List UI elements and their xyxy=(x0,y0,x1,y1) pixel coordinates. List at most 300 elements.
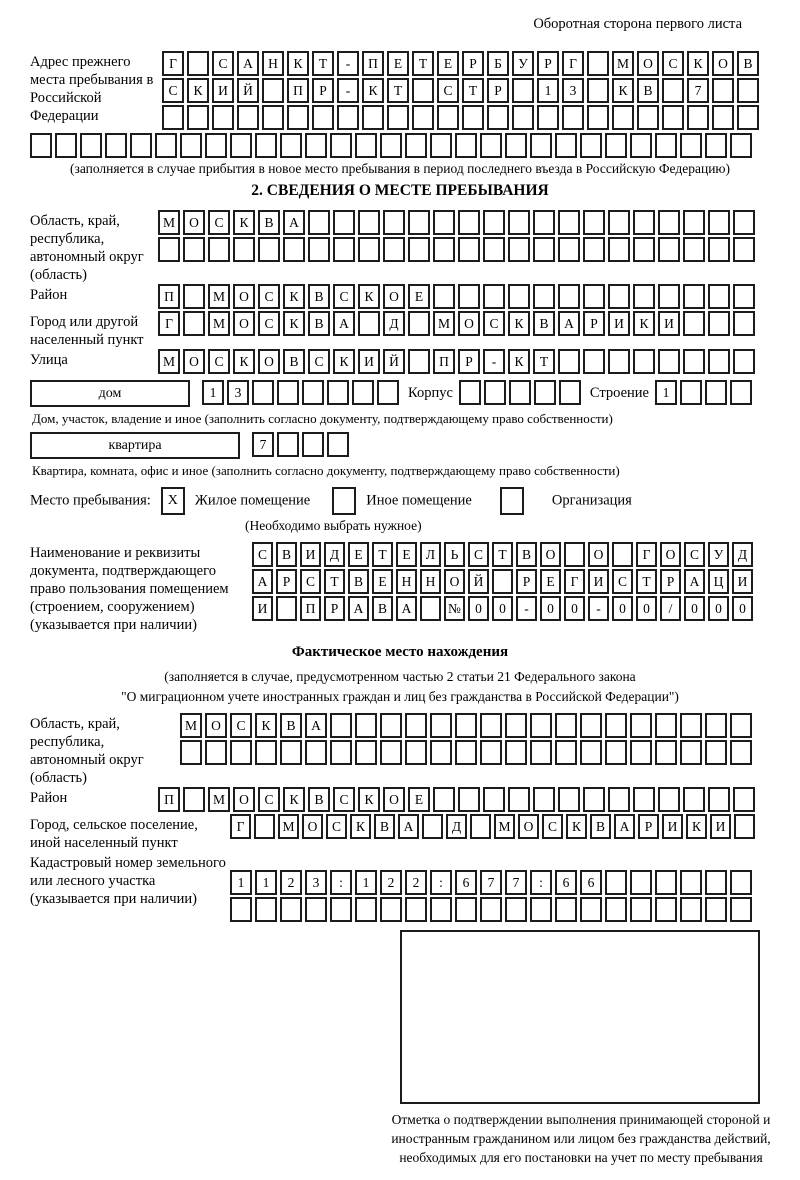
char-cell xyxy=(80,133,102,158)
char-cell xyxy=(505,133,527,158)
char-cell: Д xyxy=(324,542,345,567)
char-cell xyxy=(480,133,502,158)
char-cell: Е xyxy=(372,569,393,594)
char-cell: О xyxy=(712,51,734,76)
char-cell: Е xyxy=(396,542,417,567)
char-cell: В xyxy=(258,210,280,235)
char-cell xyxy=(408,237,430,262)
char-cell xyxy=(612,542,633,567)
char-cell: - xyxy=(337,78,359,103)
char-cell xyxy=(534,380,556,405)
char-cell xyxy=(730,133,752,158)
char-cell xyxy=(280,133,302,158)
char-cell: Т xyxy=(636,569,657,594)
char-cell xyxy=(483,787,505,812)
house-type-box: дом xyxy=(30,380,190,407)
char-cell xyxy=(287,105,309,130)
cadastral-block xyxy=(30,852,770,924)
char-cell: / xyxy=(660,596,681,621)
char-cell xyxy=(683,284,705,309)
char-cell xyxy=(358,210,380,235)
char-cell xyxy=(683,311,705,336)
city-block xyxy=(30,311,770,349)
char-cell xyxy=(205,740,227,765)
char-cell xyxy=(658,787,680,812)
char-cell: О xyxy=(444,569,465,594)
char-cell: 7 xyxy=(252,432,274,457)
city-label: Город или другой населенный пункт xyxy=(30,314,144,348)
fact-district-label: Район xyxy=(30,790,68,806)
char-cell: С xyxy=(612,569,633,594)
cadastral-row-1 xyxy=(230,870,755,895)
char-cell: А xyxy=(396,596,417,621)
char-cell xyxy=(687,105,709,130)
char-cell xyxy=(355,713,377,738)
char-cell xyxy=(308,210,330,235)
confirmation-stamp-caption: Отметка о подтверждении выполнения принимающей стороной и иностранным гражданином или лицом без гражданства действий, необходимых для его постановки на учет по месту пребывания xyxy=(391,1112,771,1165)
char-cell xyxy=(480,897,502,922)
char-cell xyxy=(455,897,477,922)
char-cell: Р xyxy=(660,569,681,594)
char-cell xyxy=(705,380,727,405)
char-cell xyxy=(683,237,705,262)
cadastral-row-2 xyxy=(230,897,755,922)
char-cell: 1 xyxy=(230,870,252,895)
char-cell xyxy=(630,870,652,895)
char-cell xyxy=(187,105,209,130)
char-cell: 7 xyxy=(480,870,502,895)
region-block xyxy=(30,210,770,284)
region-label: Область, край, республика, автономный округ (область) xyxy=(30,213,144,283)
char-cell: Р xyxy=(312,78,334,103)
char-cell xyxy=(555,713,577,738)
char-cell xyxy=(630,133,652,158)
char-cell: К xyxy=(508,311,530,336)
char-cell xyxy=(580,740,602,765)
char-cell xyxy=(305,740,327,765)
char-cell: П xyxy=(158,284,180,309)
char-cell xyxy=(355,740,377,765)
char-cell: 6 xyxy=(455,870,477,895)
char-cell xyxy=(605,713,627,738)
char-cell: 3 xyxy=(562,78,584,103)
char-cell xyxy=(612,105,634,130)
char-cell: 0 xyxy=(708,596,729,621)
char-cell xyxy=(683,787,705,812)
char-cell: В xyxy=(374,814,395,839)
char-cell xyxy=(708,210,730,235)
fact-region-row-2 xyxy=(180,740,755,765)
char-cell: О xyxy=(383,787,405,812)
char-cell: Н xyxy=(396,569,417,594)
char-cell xyxy=(705,897,727,922)
char-cell xyxy=(337,105,359,130)
char-cell: 3 xyxy=(227,380,249,405)
confirmation-stamp-box xyxy=(400,930,760,1104)
char-cell xyxy=(562,105,584,130)
char-cell xyxy=(362,105,384,130)
char-cell xyxy=(230,740,252,765)
char-cell: Г xyxy=(562,51,584,76)
char-cell: С xyxy=(542,814,563,839)
document-row-3 xyxy=(252,596,756,621)
district-label: Район xyxy=(30,287,68,303)
char-cell xyxy=(683,210,705,235)
char-cell xyxy=(483,284,505,309)
char-cell: Ь xyxy=(444,542,465,567)
char-cell: Р xyxy=(537,51,559,76)
stay-type-label: Место пребывания: xyxy=(30,492,151,509)
stay-type-option-other: Иное помещение xyxy=(366,492,472,509)
char-cell: С xyxy=(483,311,505,336)
char-cell: И xyxy=(588,569,609,594)
stay-type-checkbox-other xyxy=(332,487,356,515)
char-cell xyxy=(308,237,330,262)
char-cell xyxy=(302,380,324,405)
stay-type-option-residential: Жилое помещение xyxy=(194,492,311,509)
char-cell xyxy=(587,105,609,130)
char-cell xyxy=(505,713,527,738)
char-cell: О xyxy=(383,284,405,309)
char-cell xyxy=(708,237,730,262)
char-cell xyxy=(558,237,580,262)
char-cell xyxy=(459,380,481,405)
char-cell xyxy=(537,105,559,130)
char-cell xyxy=(712,105,734,130)
char-cell: А xyxy=(252,569,273,594)
char-cell xyxy=(683,349,705,374)
char-cell: С xyxy=(252,542,273,567)
region-cells xyxy=(158,210,758,264)
char-cell: Е xyxy=(348,542,369,567)
korpus-cells xyxy=(459,380,584,405)
street-row xyxy=(158,349,758,374)
char-cell xyxy=(512,105,534,130)
char-cell: О xyxy=(588,542,609,567)
char-cell xyxy=(483,237,505,262)
char-cell: О xyxy=(233,787,255,812)
fact-region-block xyxy=(30,713,770,787)
char-cell xyxy=(458,284,480,309)
char-cell: С xyxy=(300,569,321,594)
char-cell xyxy=(387,105,409,130)
char-cell: В xyxy=(280,713,302,738)
char-cell: О xyxy=(518,814,539,839)
char-cell xyxy=(705,740,727,765)
char-cell: С xyxy=(333,284,355,309)
char-cell xyxy=(533,787,555,812)
char-cell: К xyxy=(283,284,305,309)
char-cell: В xyxy=(516,542,537,567)
char-cell: С xyxy=(208,210,230,235)
char-cell xyxy=(405,133,427,158)
char-cell xyxy=(430,713,452,738)
char-cell xyxy=(258,237,280,262)
prev-address-note: (заполняется в случае прибытия в новое место пребывания в период последнего въезда в Российскую Федерацию) xyxy=(69,161,731,176)
char-cell xyxy=(533,237,555,262)
char-cell: К xyxy=(358,284,380,309)
char-cell: П xyxy=(362,51,384,76)
char-cell xyxy=(733,237,755,262)
char-cell: С xyxy=(212,51,234,76)
document-row-2 xyxy=(252,569,756,594)
char-cell xyxy=(412,105,434,130)
char-cell: 1 xyxy=(655,380,677,405)
char-cell: Д xyxy=(732,542,753,567)
char-cell: : xyxy=(330,870,352,895)
char-cell xyxy=(162,105,184,130)
house-block xyxy=(30,380,770,407)
char-cell xyxy=(377,380,399,405)
char-cell xyxy=(437,105,459,130)
char-cell: Т xyxy=(312,51,334,76)
char-cell: - xyxy=(337,51,359,76)
char-cell xyxy=(712,78,734,103)
char-cell xyxy=(330,740,352,765)
char-cell xyxy=(605,133,627,158)
char-cell: И xyxy=(358,349,380,374)
char-cell: Л xyxy=(420,542,441,567)
char-cell xyxy=(633,210,655,235)
char-cell xyxy=(708,311,730,336)
char-cell xyxy=(408,210,430,235)
char-cell xyxy=(420,596,441,621)
char-cell: Ц xyxy=(708,569,729,594)
char-cell: О xyxy=(205,713,227,738)
char-cell xyxy=(662,78,684,103)
char-cell: С xyxy=(662,51,684,76)
char-cell: М xyxy=(494,814,515,839)
char-cell xyxy=(405,897,427,922)
char-cell: М xyxy=(208,787,230,812)
char-cell: 0 xyxy=(732,596,753,621)
char-cell xyxy=(730,740,752,765)
char-cell: Е xyxy=(387,51,409,76)
char-cell xyxy=(559,380,581,405)
fact-city-block xyxy=(30,814,770,852)
char-cell xyxy=(277,432,299,457)
char-cell: Г xyxy=(158,311,180,336)
char-cell: : xyxy=(530,870,552,895)
char-cell xyxy=(458,787,480,812)
char-cell xyxy=(405,740,427,765)
char-cell: А xyxy=(398,814,419,839)
char-cell xyxy=(380,133,402,158)
char-cell xyxy=(708,349,730,374)
char-cell xyxy=(587,78,609,103)
char-cell xyxy=(276,596,297,621)
char-cell: 0 xyxy=(684,596,705,621)
char-cell xyxy=(352,380,374,405)
char-cell xyxy=(383,237,405,262)
char-cell xyxy=(680,870,702,895)
char-cell: О xyxy=(258,349,280,374)
char-cell xyxy=(230,133,252,158)
char-cell xyxy=(708,284,730,309)
char-cell: М xyxy=(158,210,180,235)
char-cell xyxy=(380,713,402,738)
stroenie-label: Строение xyxy=(589,385,649,401)
char-cell: О xyxy=(183,349,205,374)
char-cell: 0 xyxy=(540,596,561,621)
char-cell xyxy=(155,133,177,158)
char-cell xyxy=(737,78,759,103)
char-cell: К xyxy=(233,210,255,235)
char-cell xyxy=(55,133,77,158)
char-cell xyxy=(680,133,702,158)
char-cell xyxy=(733,284,755,309)
char-cell xyxy=(512,78,534,103)
char-cell: Т xyxy=(372,542,393,567)
char-cell xyxy=(633,787,655,812)
char-cell xyxy=(130,133,152,158)
char-cell xyxy=(730,897,752,922)
char-cell: 1 xyxy=(537,78,559,103)
char-cell xyxy=(487,105,509,130)
char-cell: К xyxy=(358,787,380,812)
char-cell xyxy=(183,787,205,812)
cadastral-cells xyxy=(230,852,755,924)
char-cell: С xyxy=(326,814,347,839)
char-cell: Т xyxy=(533,349,555,374)
char-cell xyxy=(530,740,552,765)
char-cell: А xyxy=(283,210,305,235)
char-cell xyxy=(608,349,630,374)
char-cell: К xyxy=(283,311,305,336)
char-cell xyxy=(558,210,580,235)
char-cell xyxy=(608,284,630,309)
document-block xyxy=(30,542,770,634)
document-row-1 xyxy=(252,542,756,567)
char-cell xyxy=(630,897,652,922)
char-cell xyxy=(733,311,755,336)
char-cell xyxy=(558,349,580,374)
char-cell: И xyxy=(658,311,680,336)
char-cell xyxy=(433,284,455,309)
apartment-type-box: квартира xyxy=(30,432,240,459)
char-cell: С xyxy=(258,311,280,336)
char-cell xyxy=(355,133,377,158)
char-cell: Е xyxy=(408,284,430,309)
char-cell: С xyxy=(258,787,280,812)
char-cell xyxy=(558,284,580,309)
prev-address-row-3 xyxy=(162,105,762,130)
stay-type-checkbox-organization xyxy=(500,487,524,515)
char-cell xyxy=(433,210,455,235)
char-cell: Й xyxy=(468,569,489,594)
char-cell: В xyxy=(637,78,659,103)
char-cell: П xyxy=(300,596,321,621)
char-cell xyxy=(405,713,427,738)
char-cell: К xyxy=(566,814,587,839)
char-cell: О xyxy=(637,51,659,76)
district-block xyxy=(30,284,770,311)
char-cell: А xyxy=(348,596,369,621)
char-cell xyxy=(583,210,605,235)
char-cell xyxy=(455,713,477,738)
char-cell xyxy=(183,284,205,309)
char-cell xyxy=(330,133,352,158)
char-cell: В xyxy=(308,311,330,336)
char-cell: О xyxy=(302,814,323,839)
char-cell xyxy=(183,237,205,262)
char-cell xyxy=(558,787,580,812)
char-cell xyxy=(509,380,531,405)
char-cell xyxy=(608,210,630,235)
fact-city-row xyxy=(230,814,758,839)
char-cell xyxy=(633,284,655,309)
char-cell xyxy=(533,284,555,309)
char-cell: № xyxy=(444,596,465,621)
prev-address-row-1 xyxy=(162,51,762,76)
char-cell: 7 xyxy=(505,870,527,895)
char-cell: В xyxy=(308,787,330,812)
char-cell xyxy=(158,237,180,262)
char-cell: С xyxy=(162,78,184,103)
char-cell: 0 xyxy=(492,596,513,621)
prev-address-block xyxy=(30,51,770,132)
char-cell: У xyxy=(708,542,729,567)
char-cell xyxy=(180,740,202,765)
char-cell xyxy=(655,133,677,158)
char-cell xyxy=(658,210,680,235)
char-cell xyxy=(580,713,602,738)
char-cell: Б xyxy=(487,51,509,76)
char-cell xyxy=(255,740,277,765)
char-cell xyxy=(277,380,299,405)
char-cell xyxy=(633,349,655,374)
char-cell: : xyxy=(430,870,452,895)
char-cell xyxy=(430,740,452,765)
char-cell xyxy=(533,210,555,235)
char-cell xyxy=(305,133,327,158)
char-cell: В xyxy=(533,311,555,336)
char-cell xyxy=(355,897,377,922)
char-cell: К xyxy=(362,78,384,103)
char-cell: К xyxy=(686,814,707,839)
char-cell xyxy=(380,740,402,765)
city-row xyxy=(158,311,758,336)
char-cell xyxy=(30,133,52,158)
char-cell: Д xyxy=(383,311,405,336)
prev-address-cells xyxy=(162,51,762,132)
char-cell xyxy=(705,713,727,738)
char-cell: М xyxy=(208,311,230,336)
char-cell xyxy=(633,237,655,262)
char-cell: 7 xyxy=(687,78,709,103)
char-cell xyxy=(705,870,727,895)
char-cell: И xyxy=(608,311,630,336)
char-cell xyxy=(655,713,677,738)
char-cell: В xyxy=(283,349,305,374)
char-cell: К xyxy=(687,51,709,76)
char-cell: К xyxy=(612,78,634,103)
char-cell xyxy=(492,569,513,594)
char-cell xyxy=(302,432,324,457)
char-cell: Г xyxy=(564,569,585,594)
char-cell: Г xyxy=(636,542,657,567)
char-cell xyxy=(212,105,234,130)
page-side-note: Оборотная сторона первого листа xyxy=(533,16,742,32)
char-cell xyxy=(187,51,209,76)
char-cell xyxy=(658,349,680,374)
street-label: Улица xyxy=(30,352,68,368)
char-cell xyxy=(630,713,652,738)
char-cell: К xyxy=(255,713,277,738)
char-cell xyxy=(583,284,605,309)
char-cell xyxy=(455,740,477,765)
char-cell xyxy=(105,133,127,158)
